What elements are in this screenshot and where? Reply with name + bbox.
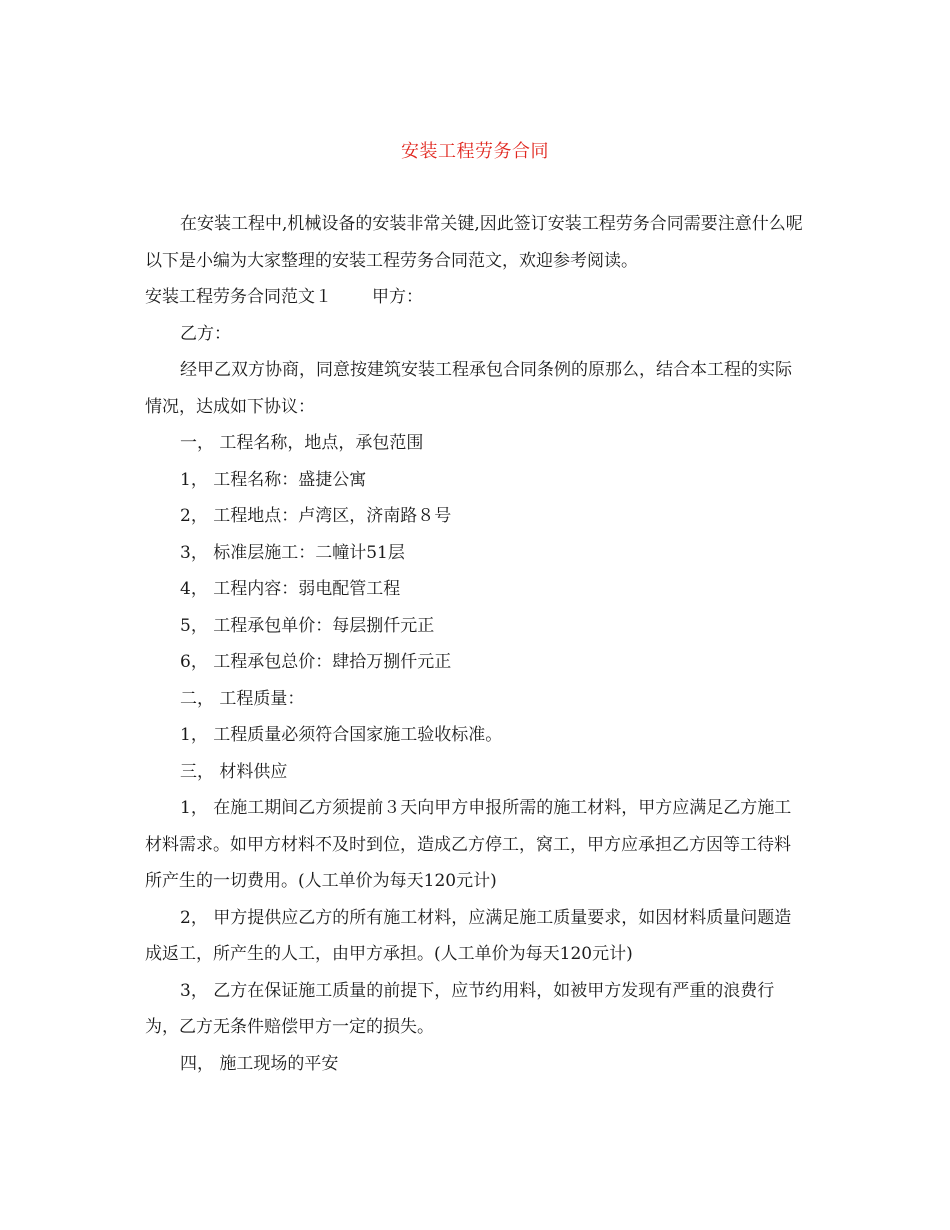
section-4-heading: 四， 施工现场的平安 xyxy=(180,1053,339,1074)
section-3-item: 2， 甲方提供应乙方的所有施工材料，应满足施工质量要求，如因材料质量问题造成返工，所产生的人工，由甲方承担。(人工单价为每天120元计) xyxy=(145,907,792,964)
section-2-heading: 二， 工程质量： xyxy=(180,688,305,709)
party-a-label: 甲方： xyxy=(372,287,423,307)
document-title: 安装工程劳务合同 xyxy=(401,141,549,162)
section-1-item: 5， 工程承包单价：每层捌仟元正 xyxy=(180,615,435,636)
section-3-item: 3， 乙方在保证施工质量的前提下，应节约用料，如被甲方发现有严重的浪费行为，乙方无条件赔偿甲方一定的损失。 xyxy=(145,980,775,1037)
section-1-heading: 一， 工程名称，地点，承包范围 xyxy=(180,433,424,453)
section-1-item: 3， 标准层施工：二幢计51层 xyxy=(180,542,405,563)
sample-heading-line xyxy=(145,279,805,316)
section-1-item: 2， 工程地点：卢湾区，济南路８号 xyxy=(180,506,452,526)
party-b-label: 乙方： xyxy=(180,323,231,344)
section-2-item: 1， 工程质量必须符合国家施工验收标准。 xyxy=(180,725,503,745)
section-3-item: 1， 在施工期间乙方须提前３天向甲方申报所需的施工材料，甲方应满足乙方施工材料需求。如甲方材料不及时到位，造成乙方停工，窝工，甲方应承担乙方因等工待料所产生的一切费用。(人工单价为每天120元计) xyxy=(145,798,792,891)
document-body xyxy=(145,206,805,1082)
section-1-item: 4， 工程内容：弱电配管工程 xyxy=(180,579,401,599)
sample-heading: 安装工程劳务合同范文１ xyxy=(145,287,332,307)
agreement-intro: 经甲乙双方协商，同意按建筑安装工程承包合同条例的原那么，结合本工程的实际情况，达成如下协议： xyxy=(145,360,792,417)
intro-paragraph: 在安装工程中,机械设备的安装非常关键,因此签订安装工程劳务合同需要注意什么呢以下是小编为大家整理的安装工程劳务合同范文，欢迎参考阅读。 xyxy=(145,214,803,271)
section-3-heading: 三， 材料供应 xyxy=(180,761,288,782)
section-1-item: 1， 工程名称：盛捷公寓 xyxy=(180,469,367,490)
section-1-item: 6， 工程承包总价：肆拾万捌仟元正 xyxy=(180,652,452,672)
